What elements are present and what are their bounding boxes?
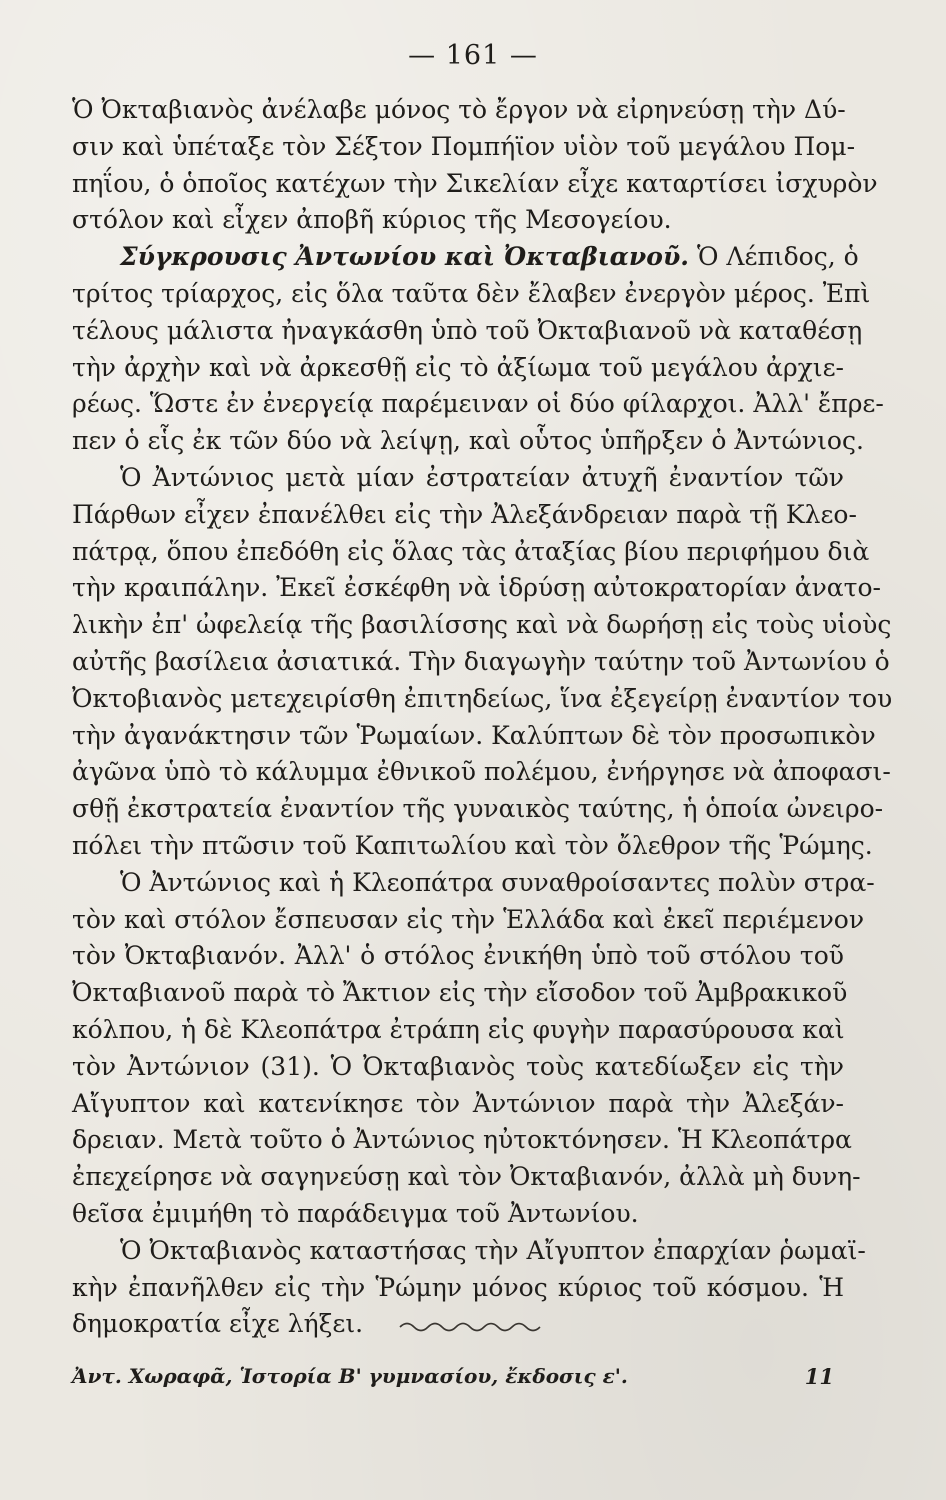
ornament-divider xyxy=(0,1318,946,1340)
text-line: δημοκρατία εἶχε λήξει. xyxy=(72,1309,364,1339)
paragraph xyxy=(72,92,878,239)
paragraph xyxy=(72,865,875,1233)
text-line: πάτρᾳ, ὅπου ἐπεδόθη εἰς ὅλας τὰς ἀταξίας βίου περιφήμου διὰ xyxy=(72,536,870,566)
text-line: τὸν Ἀντώνιον (31). Ὁ Ὀκταβιανὸς τοὺς κατεδίωξεν εἰς τὴν xyxy=(72,1051,844,1081)
text-line: τὸν Ὀκταβιανόν. Ἀλλ' ὁ στόλος ἐνικήθη ὑπὸ τοῦ στόλου τοῦ xyxy=(72,941,844,971)
text-line: στόλον καὶ εἶχεν ἀποβῆ κύριος τῆς Μεσογείου. xyxy=(72,205,672,235)
text-line: Ὁ Ἀντώνιος μετὰ μίαν ἐστρατείαν ἀτυχῆ ἐναντίον τῶν xyxy=(120,462,844,492)
text-line: τὴν ἀγανάκτησιν τῶν Ῥωμαίων. Καλύπτων δὲ τὸν προσωπικὸν xyxy=(72,720,876,750)
text-line: κόλπου, ἡ δὲ Κλεοπάτρα ἐτράπη εἰς φυγὴν παρασύρουσα καὶ xyxy=(72,1014,845,1044)
text-line: ἀγῶνα ὑπὸ τὸ κάλυμμα ἐθνικοῦ πολέμου, ἐνήργησε νὰ ἀποφασι- xyxy=(72,757,891,787)
text-line: τὸν καὶ στόλον ἔσπευσαν εἰς τὴν Ἑλλάδα καὶ ἐκεῖ περιέμενον xyxy=(72,904,865,934)
body-text xyxy=(72,92,893,1343)
text-line: Ὁ Ὀκταβιανὸς καταστήσας τὴν Αἴγυπτον ἐπαρχίαν ῥωμαϊ- xyxy=(120,1235,866,1265)
text-line: σθῇ ἐκστρατεία ἐναντίον τῆς γυναικὸς ταύτης, ἡ ὁποία ὠνειρο- xyxy=(72,794,884,824)
text-line: τέλους μάλιστα ἠναγκάσθη ὑπὸ τοῦ Ὀκταβιανοῦ νὰ καταθέσῃ xyxy=(72,315,863,345)
footer xyxy=(72,1364,844,1388)
text-line: ἐπεχείρησε νὰ σαγηνεύσῃ καὶ τὸν Ὀκταβιανόν, ἀλλὰ μὴ δυνη- xyxy=(72,1162,861,1192)
text-line: ρέως. Ὥστε ἐν ἐνεργείᾳ παρέμειναν οἱ δύο φίλαρχοι. Ἀλλ' ἔπρε- xyxy=(72,389,884,419)
paragraph xyxy=(72,239,884,460)
text-line: πεν ὁ εἷς ἐκ τῶν δύο νὰ λείψῃ, καὶ οὗτος ὑπῆρξεν ὁ Ἀντώνιος. xyxy=(72,426,864,456)
footer-source: Ἀντ. Χωραφᾶ, Ἱστορία Β' γυμνασίου, ἔκδοσις ε'. xyxy=(72,1364,628,1388)
section-heading: Σύγκρουσις Ἀντωνίου καὶ Ὀκταβιανοῦ. xyxy=(120,242,689,272)
text-line: Ὀκταβιανοῦ παρὰ τὸ Ἄκτιον εἰς τὴν εἴσοδον τοῦ Ἀμβρακικοῦ xyxy=(72,978,848,1008)
text-line: κὴν ἐπανῆλθεν εἰς τὴν Ῥώμην μόνος κύριος τοῦ κόσμου. Ἡ xyxy=(72,1272,844,1302)
sheet-number: 11 xyxy=(804,1364,834,1389)
page-number: — 161 — xyxy=(408,40,538,71)
text-line: αὐτῆς βασίλεια ἀσιατικά. Τὴν διαγωγὴν ταύτην τοῦ Ἀντωνίου ὁ xyxy=(72,646,890,676)
text-line: Αἴγυπτον καὶ κατενίκησε τὸν Ἀντώνιον παρὰ τὴν Ἀλεξάν- xyxy=(72,1088,844,1118)
text-line: τρίτος τρίαρχος, εἰς ὅλα ταῦτα δὲν ἔλαβεν ἐνεργὸν μέρος. Ἐπὶ xyxy=(72,278,871,308)
text-line: σιν καὶ ὑπέταξε τὸν Σέξτον Πομπήϊον υἱὸν τοῦ μεγάλου Πομ- xyxy=(72,131,856,161)
text-line: Πάρθων εἶχεν ἐπανέλθει εἰς τὴν Ἀλεξάνδρειαν παρὰ τῇ Κλεο- xyxy=(72,499,857,529)
wave-ornament-icon xyxy=(398,1318,548,1336)
text-line: Ὁ Ὀκταβιανὸς ἀνέλαβε μόνος τὸ ἔργον νὰ εἰρηνεύσῃ τὴν Δύ- xyxy=(72,95,846,124)
heading-continuation: Ὁ Λέπιδος, ὁ xyxy=(696,242,859,272)
text-line: πηΐου, ὁ ὁποῖος κατέχων τὴν Σικελίαν εἶχε καταρτίσει ἰσχυρὸν xyxy=(72,168,878,198)
paragraph xyxy=(72,460,893,865)
text-line: πόλει τὴν πτῶσιν τοῦ Καπιτωλίου καὶ τὸν ὄλεθρον τῆς Ῥώμης. xyxy=(72,830,873,860)
text-line: Ὀκτοβιανὸς μετεχειρίσθη ἐπιτηδείως, ἵνα ἐξεγείρῃ ἐναντίον του xyxy=(72,683,893,713)
text-line: λικὴν ἐπ' ὠφελείᾳ τῆς βασιλίσσης καὶ νὰ δωρήσῃ εἰς τοὺς υἱοὺς xyxy=(72,610,892,640)
text-line: τὴν κραιπάλην. Ἐκεῖ ἐσκέφθη νὰ ἱδρύσῃ αὐτοκρατορίαν ἀνατο- xyxy=(72,573,882,603)
section-heading-line xyxy=(72,239,859,276)
text-line: Ὁ Ἀντώνιος καὶ ἡ Κλεοπάτρα συναθροίσαντες πολὺν στρα- xyxy=(120,867,875,897)
text-line: δρειαν. Μετὰ τοῦτο ὁ Ἀντώνιος ηὐτοκτόνησεν. Ἡ Κλεοπάτρα xyxy=(72,1125,852,1155)
text-line: τὴν ἀρχὴν καὶ νὰ ἀρκεσθῇ εἰς τὸ ἀξίωμα τοῦ μεγάλου ἀρχιε- xyxy=(72,352,844,382)
text-line: θεῖσα ἐμιμήθη τὸ παράδειγμα τοῦ Ἀντωνίου. xyxy=(72,1198,639,1228)
